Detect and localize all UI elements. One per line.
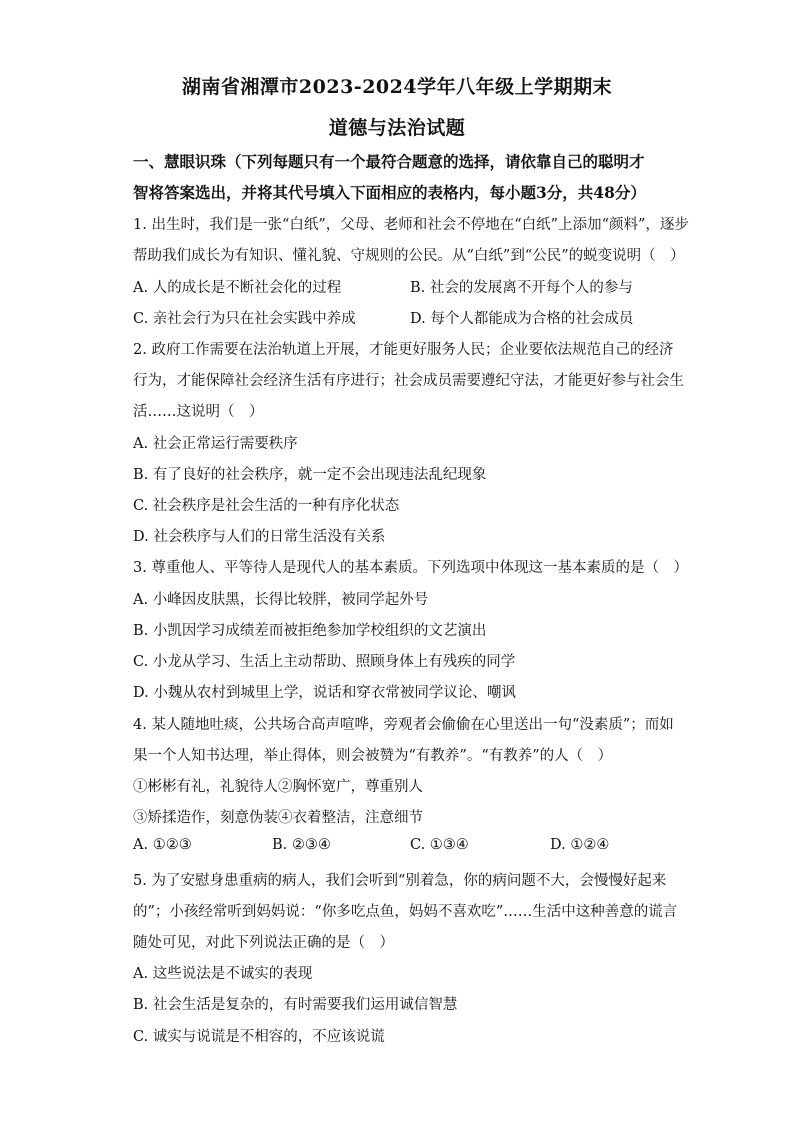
question-3-option-c: C. 小龙从学习、生活上主动帮助、照顾身体上有残疾的同学 xyxy=(133,654,516,670)
question-5-stem-line3: 随处可见，对此下列说法正确的是（ ） xyxy=(133,935,394,951)
question-1-option-c: C. 亲社会行为只在社会实践中养成 xyxy=(133,311,356,327)
question-1-option-b: B. 社会的发展离不开每个人的参与 xyxy=(410,280,633,296)
question-2-option-b: B. 有了良好的社会秩序，就一定不会出现违法乱纪现象 xyxy=(133,467,487,483)
question-4-option-a: A. ①②③ xyxy=(133,837,192,853)
question-4-items-line2: ③矫揉造作，刻意伪装④衣着整洁，注意细节 xyxy=(133,810,423,826)
exam-title: 湖南省湘潭市2023-2024学年八年级上学期期末 xyxy=(181,76,613,98)
question-2-option-d: D. 社会秩序与人们的日常生活没有关系 xyxy=(133,529,386,545)
question-2-option-a: A. 社会正常运行需要秩序 xyxy=(133,436,298,452)
question-5-option-a: A. 这些说法是不诚实的表现 xyxy=(133,966,313,982)
question-2-option-c: C. 社会秩序是社会生活的一种有序化状态 xyxy=(133,498,400,514)
question-1-option-d: D. 每个人都能成为合格的社会成员 xyxy=(410,311,634,327)
question-1-stem-line1: 1. 出生时，我们是一张“白纸”，父母、老师和社会不停地在“白纸”上添加“颜料”，逐步 xyxy=(133,217,689,233)
question-4-option-d: D. ①②④ xyxy=(550,837,610,853)
question-2-stem-line2: 行为，才能保障社会经济生活有序进行；社会成员需要遵纪守法，才能更好参与社会生 xyxy=(133,373,684,389)
question-4-stem-line2: 果一个人知书达理，举止得体，则会被赞为“有教养”。“有教养”的人（ ） xyxy=(133,748,613,764)
question-4-items-line1: ①彬彬有礼，礼貌待人②胸怀宽广，尊重别人 xyxy=(133,779,423,795)
question-3-stem-line1: 3. 尊重他人、平等待人是现代人的基本素质。下列选项中体现这一基本素质的是（ ） xyxy=(133,560,688,576)
question-5-option-c: C. 诚实与说谎是不相容的，不应该说谎 xyxy=(133,1029,385,1045)
question-2-stem-line1: 2. 政府工作需要在法治轨道上开展，才能更好服务人民；企业要依法规范自己的经济 xyxy=(133,342,674,358)
question-5-option-b: B. 社会生活是复杂的，有时需要我们运用诚信智慧 xyxy=(133,997,458,1013)
question-3-option-b: B. 小凯因学习成绩差而被拒绝参加学校组织的文艺演出 xyxy=(133,623,487,639)
question-1-option-a: A. 人的成长是不断社会化的过程 xyxy=(133,280,342,296)
question-3-option-a: A. 小峰因皮肤黑，长得比较胖，被同学起外号 xyxy=(133,592,429,608)
section-heading-line1: 一、慧眼识珠（下列每题只有一个最符合题意的选择，请依靠自己的聪明才 xyxy=(133,152,645,171)
question-5-stem-line1: 5. 为了安慰身患重病的病人，我们会听到“别着急，你的病问题不大，会慢慢好起来 xyxy=(133,873,667,889)
question-1-stem-line2: 帮助我们成长为有知识、懂礼貌、守规则的公民。从“白纸”到“公民”的蜕变说明（ ） xyxy=(133,248,685,264)
question-5-stem-line2: 的”；小孩经常听到妈妈说：“你多吃点鱼，妈妈不喜欢吃”……生活中这种善意的谎言 xyxy=(133,904,678,920)
question-3-option-d: D. 小魏从农村到城里上学，说话和穿衣常被同学议论、嘲讽 xyxy=(133,685,516,701)
question-4-option-c: C. ①③④ xyxy=(410,837,469,853)
question-4-stem-line1: 4. 某人随地吐痰，公共场合高声喧哗，旁观者会偷偷在心里送出一句“没素质”；而如 xyxy=(133,717,674,733)
section-heading-line2: 智将答案选出，并将其代号填入下面相应的表格内，每小题3分，共48分） xyxy=(133,183,646,202)
exam-subtitle: 道德与法治试题 xyxy=(328,117,466,139)
question-2-stem-line3: 活……这说明（ ） xyxy=(133,404,264,420)
question-4-option-b: B. ②③④ xyxy=(272,837,331,853)
